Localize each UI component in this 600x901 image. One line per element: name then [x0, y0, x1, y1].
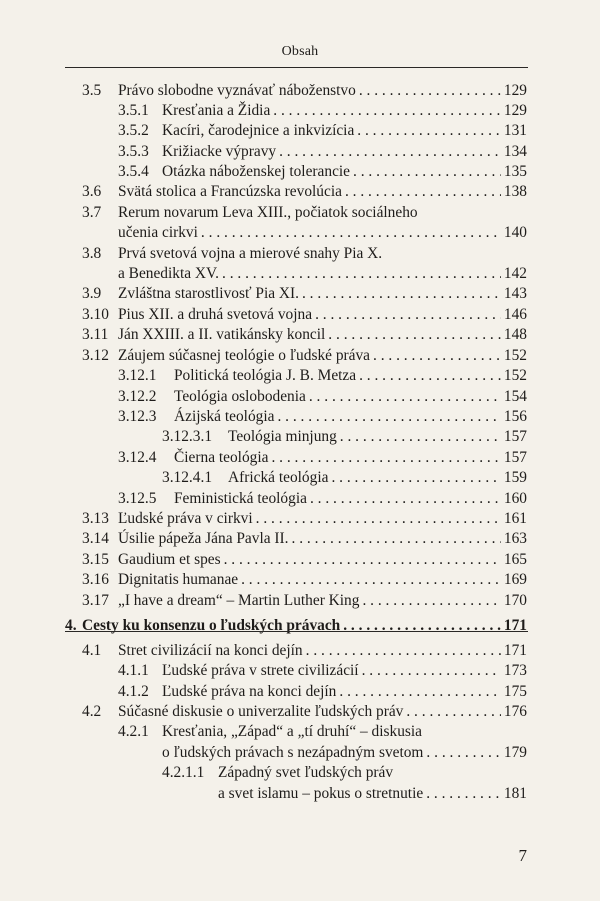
toc-entry-body: [118, 202, 527, 224]
toc-entry-body: [118, 528, 527, 550]
toc-entry-number: 3.7: [82, 204, 102, 221]
toc-entry: [0, 202, 600, 224]
toc-entry-body: [162, 681, 527, 703]
toc-entry-body: [174, 488, 527, 510]
toc-entry-title: Súčasné diskusie o univerzalite ľudských práv: [118, 703, 404, 720]
toc-entry-page: 165: [503, 551, 527, 568]
toc-entry: [0, 222, 600, 244]
toc-entry-body: [118, 569, 527, 591]
dot-leader: [307, 488, 501, 510]
toc-entry-body: [118, 324, 527, 346]
toc-entry-page: 170: [503, 592, 527, 609]
dot-leader: [238, 569, 501, 591]
toc-entry-page: 157: [503, 428, 527, 445]
toc-entry-number: 3.10: [82, 306, 109, 323]
toc-entry-title: Križiacke výpravy: [162, 143, 277, 160]
toc-entry-page: 175: [503, 683, 527, 700]
toc-entry-number: 4.1.2: [118, 683, 149, 700]
toc-entry-page: 161: [503, 510, 527, 527]
toc-entry-body: [118, 263, 527, 285]
toc-entry-number: 3.5.1: [118, 102, 149, 119]
toc-entry-title: Teológia minjung: [228, 428, 337, 445]
toc-entry-number: 3.12.4.1: [162, 469, 213, 486]
toc-entry-body: [174, 447, 527, 469]
toc-entry-title: Teológia oslobodenia: [174, 388, 306, 405]
toc-entry-number: 3.12.2: [118, 388, 157, 405]
toc-entry-title: Kresťania a Židia: [162, 102, 271, 119]
toc-entry-page: 159: [503, 469, 527, 486]
toc-entry-title: Ľudské práva v strete civilizácií: [162, 662, 359, 679]
toc-entry-body: [118, 508, 527, 530]
toc-entry: [0, 283, 600, 305]
toc-entry: [0, 549, 600, 571]
toc-entry: [0, 406, 600, 428]
toc-entry-page: 156: [503, 408, 527, 425]
dot-leader: [221, 549, 501, 571]
toc-entry-title: Kacíri, čarodejnice a inkvizícia: [162, 122, 355, 139]
toc-entry: [0, 426, 600, 448]
toc-entry: [0, 120, 600, 142]
toc-entry-page: 160: [503, 490, 527, 507]
toc-entry-title: a Benedikta XV.: [118, 265, 220, 282]
toc-entry-page: 163: [503, 530, 527, 547]
toc-entry-number: 3.5: [82, 82, 102, 99]
dot-leader: [328, 467, 501, 489]
dot-leader: [306, 386, 501, 408]
toc-entry-page: 146: [503, 306, 527, 323]
toc-entry-body: [118, 283, 527, 305]
toc-entry: [0, 304, 600, 326]
toc-entry-body: [162, 660, 527, 682]
dot-leader: [403, 701, 501, 723]
toc-entry: [0, 324, 600, 346]
toc-entry: [0, 721, 600, 743]
toc-entry: [0, 762, 600, 784]
toc-entry-body: [162, 742, 527, 764]
toc-entry-body: [218, 762, 527, 784]
toc-entry-page: 171: [503, 617, 527, 634]
toc-entry-number: 4.2.1: [118, 723, 149, 740]
toc-entry-body: [162, 120, 527, 142]
toc-entry-page: 152: [503, 367, 527, 384]
toc-entry-number: 3.5.2: [118, 122, 149, 139]
toc-entry: [0, 590, 600, 612]
toc-entry-number: 3.8: [82, 245, 102, 262]
toc-entry-title: Cesty ku konsenzu o ľudských právach: [82, 617, 341, 634]
toc-entry-page: 138: [503, 183, 527, 200]
toc-entry-title: Politická teológia J. B. Metza: [174, 367, 357, 384]
toc-entry-title: Záujem súčasnej teológie o ľudské práva: [118, 347, 370, 364]
toc-entry-body: [162, 141, 527, 163]
toc-entry-title: a svet islamu – pokus o stretnutie: [218, 785, 424, 802]
toc-entry-title: Kresťania, „Západ“ a „tí druhí“ – diskusia: [162, 723, 422, 740]
toc-entry: [0, 783, 600, 805]
toc-entry-title: „I have a dream“ – Martin Luther King: [118, 592, 360, 609]
toc-entry-page: 140: [503, 224, 527, 241]
toc-entry-number: 4.: [65, 617, 77, 634]
toc-entry: [0, 141, 600, 163]
dot-leader: [423, 742, 501, 764]
dot-leader: [356, 80, 501, 102]
toc-entry-number: 3.12.1: [118, 367, 157, 384]
toc-entry: [0, 660, 600, 682]
toc-entry-title: Gaudium et spes: [118, 551, 221, 568]
toc-entry-body: [118, 304, 527, 326]
dot-leader: [299, 283, 501, 305]
toc-entry-page: 143: [503, 285, 527, 302]
toc-entry-body: [228, 426, 527, 448]
dot-leader: [289, 528, 501, 550]
dot-leader: [340, 615, 501, 637]
toc-entry-page: 135: [503, 163, 527, 180]
toc-entry-title: Feministická teológia: [174, 490, 307, 507]
running-head: Obsah: [281, 44, 319, 59]
toc-entry: [0, 243, 600, 265]
toc-entry-number: 3.12.5: [118, 490, 157, 507]
toc-entry-title: Svätá stolica a Francúzska revolúcia: [118, 183, 342, 200]
toc-entry-page: 181: [503, 785, 527, 802]
toc-entry-title: Západný svet ľudských práv: [218, 764, 394, 781]
toc-entry-title: o ľudských právach s nezápadným svetom: [162, 744, 424, 761]
toc-entry-body: [118, 590, 527, 612]
dot-leader: [359, 590, 501, 612]
toc-entry-number: 3.13: [82, 510, 109, 527]
dot-leader: [253, 508, 501, 530]
toc-entry-body: [162, 721, 527, 743]
toc-entry: [0, 569, 600, 591]
toc-entry-number: 4.1.1: [118, 662, 149, 679]
toc-entry-page: 148: [503, 326, 527, 343]
toc-entry-body: [118, 80, 527, 102]
toc-entry-number: 3.11: [82, 326, 109, 343]
toc-entry-number: 3.5.3: [118, 143, 149, 160]
toc-entry-title: Africká teológia: [228, 469, 329, 486]
dot-leader: [370, 345, 501, 367]
toc-entry-page: 131: [503, 122, 527, 139]
toc-entry-number: 3.6: [82, 183, 102, 200]
dot-leader: [198, 222, 501, 244]
toc-entry-page: 152: [503, 347, 527, 364]
dot-leader: [219, 263, 501, 285]
toc-entry: [0, 508, 600, 530]
dot-leader: [337, 426, 501, 448]
toc-entry-title: Ľudské práva na konci dejín: [162, 683, 337, 700]
dot-leader: [342, 181, 501, 203]
toc-entry-body: [118, 181, 527, 203]
dot-leader: [350, 161, 501, 183]
toc-entry: [0, 528, 600, 550]
toc-entry-number: 3.9: [82, 285, 102, 302]
toc-entry-number: 4.1: [82, 642, 102, 659]
toc-entry-title: Zvláštna starostlivosť Pia XI.: [118, 285, 299, 302]
toc-entry: [0, 742, 600, 764]
toc-entry: [0, 365, 600, 387]
dot-leader: [274, 406, 501, 428]
dot-leader: [356, 365, 501, 387]
toc-entry-title: Ján XXIII. a II. vatikánsky koncil: [118, 326, 326, 343]
dot-leader: [303, 640, 501, 662]
toc-entry-title: Pius XII. a druhá svetová vojna: [118, 306, 313, 323]
toc-entry-body: [218, 783, 527, 805]
toc-entry-body: [118, 640, 527, 662]
toc-entry: [0, 161, 600, 183]
dot-leader: [270, 100, 501, 122]
chapter-rule: [65, 631, 528, 632]
toc-entry-page: 169: [503, 571, 527, 588]
toc-entry-title: Otázka náboženskej tolerancie: [162, 163, 351, 180]
toc-entry: [0, 263, 600, 285]
toc-entry-title: učenia cirkvi: [118, 224, 198, 241]
toc-entry-page: 129: [503, 82, 527, 99]
toc-entry: [0, 615, 600, 637]
toc-entry-title: Dignitatis humanae: [118, 571, 239, 588]
toc-entry-page: 129: [503, 102, 527, 119]
toc-entry-page: 157: [503, 449, 527, 466]
toc-entry-number: 3.16: [82, 571, 109, 588]
toc-entry-title: Prvá svetová vojna a mierové snahy Pia X.: [118, 245, 383, 262]
toc-entry-page: 142: [503, 265, 527, 282]
page-number: 7: [518, 846, 527, 865]
toc-entry: [0, 467, 600, 489]
dot-leader: [312, 304, 501, 326]
toc-entry-body: [118, 345, 527, 367]
toc-entry-number: 3.12.3: [118, 408, 157, 425]
toc-entry-title: Rerum novarum Leva XIII., počiatok sociálneho: [118, 204, 418, 221]
dot-leader: [354, 120, 501, 142]
toc-entry-body: [174, 365, 527, 387]
toc-entry: [0, 701, 600, 723]
toc-entry-body: [82, 615, 527, 637]
dot-leader: [359, 660, 501, 682]
dot-leader: [325, 324, 501, 346]
toc-entry: [0, 100, 600, 122]
toc-entry: [0, 345, 600, 367]
toc-entry-number: 3.15: [82, 551, 109, 568]
toc-entry-number: 4.2.1.1: [162, 764, 205, 781]
toc-entry-page: 134: [503, 143, 527, 160]
toc-entry-body: [118, 243, 527, 265]
toc-entry-title: Ľudské práva v cirkvi: [118, 510, 253, 527]
toc-entry-title: Právo slobodne vyznávať náboženstvo: [118, 82, 356, 99]
toc-entry-body: [162, 161, 527, 183]
toc-entry-title: Ázijská teológia: [174, 408, 275, 425]
toc-entry: [0, 681, 600, 703]
toc-entry-body: [118, 549, 527, 571]
toc-entry-title: Čierna teológia: [174, 449, 269, 466]
toc-entry-title: Stret civilizácií na konci dejín: [118, 642, 303, 659]
toc-entry: [0, 447, 600, 469]
dot-leader: [276, 141, 501, 163]
dot-leader: [336, 681, 501, 703]
toc-entry-body: [174, 386, 527, 408]
toc-entry-body: [118, 701, 527, 723]
toc-entry-page: 176: [503, 703, 527, 720]
toc-entry-page: 173: [503, 662, 527, 679]
toc-entry-body: [174, 406, 527, 428]
toc-entry-number: 3.12.4: [118, 449, 157, 466]
toc-entry-number: 3.14: [82, 530, 109, 547]
toc-entry-body: [162, 100, 527, 122]
toc-entry-number: 3.17: [82, 592, 109, 609]
toc-entry: [0, 488, 600, 510]
toc-entry: [0, 640, 600, 662]
toc-entry-number: 3.12: [82, 347, 109, 364]
dot-leader: [268, 447, 501, 469]
toc-entry-page: 154: [503, 388, 527, 405]
toc-entry-page: 171: [503, 642, 527, 659]
toc-entry-number: 3.12.3.1: [162, 428, 213, 445]
header-rule: [65, 67, 528, 68]
dot-leader: [423, 783, 501, 805]
toc-entry: [0, 80, 600, 102]
toc-entry-body: [118, 222, 527, 244]
toc-entry-number: 3.5.4: [118, 163, 149, 180]
toc-entry-number: 4.2: [82, 703, 102, 720]
toc-entry: [0, 386, 600, 408]
toc-entry: [0, 181, 600, 203]
toc-entry-body: [228, 467, 527, 489]
toc-entry-page: 179: [503, 744, 527, 761]
toc-entry-title: Úsilie pápeža Jána Pavla II.: [118, 530, 289, 547]
